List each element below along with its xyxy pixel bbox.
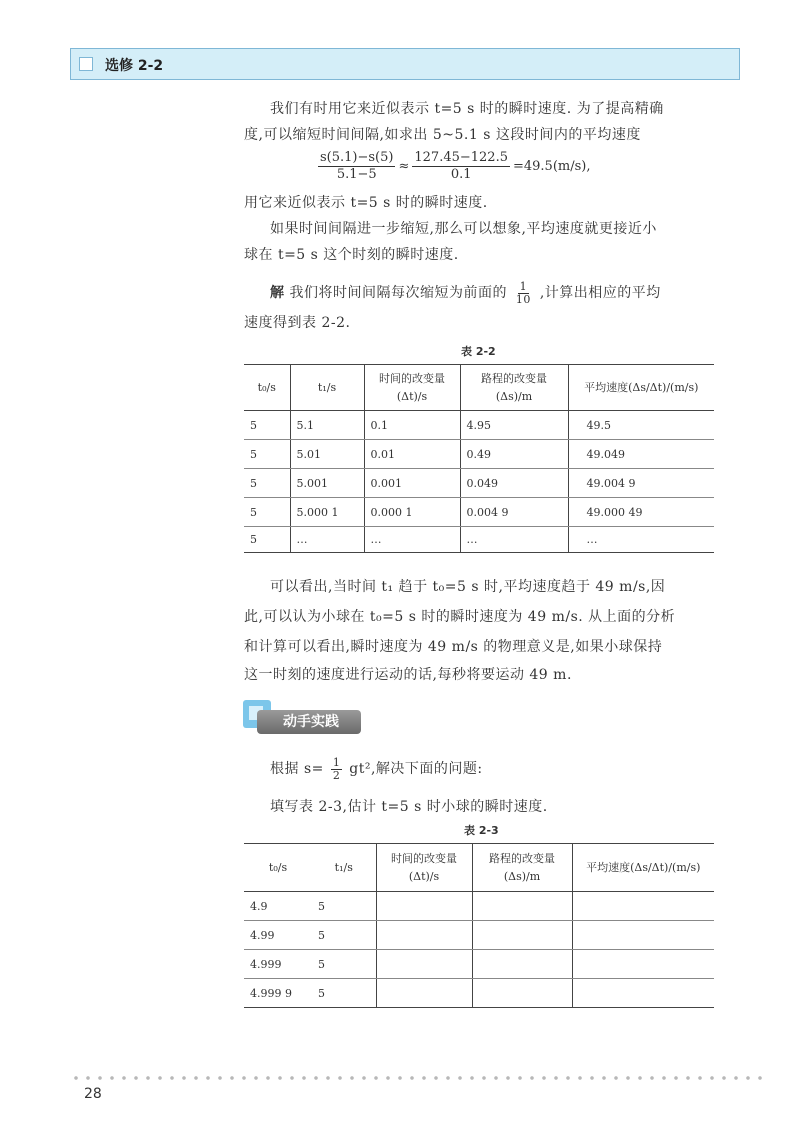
answer-cell — [472, 892, 572, 921]
cell: 5.1 — [290, 411, 364, 440]
cell: 5.000 1 — [290, 498, 364, 527]
cell: 49.5 — [568, 411, 714, 440]
header-t0: t₀/s — [244, 844, 312, 892]
cell: 0.004 9 — [460, 498, 568, 527]
cell: 4.999 9 — [244, 979, 312, 1008]
header-delta-s-unit: (Δs)/m — [503, 869, 541, 883]
header-delta-s-label: 路程的改变量 — [489, 851, 555, 865]
answer-cell — [376, 921, 472, 950]
chapter-title: 选修 2-2 — [105, 58, 164, 74]
header-delta-t-label: 时间的改变量 — [391, 851, 457, 865]
header-t1: t₁/s — [290, 365, 364, 411]
cell: … — [460, 527, 568, 553]
table-2-2-caption: 表 2-2 — [461, 345, 496, 358]
fraction-denominator: 2 — [332, 768, 341, 782]
paragraph-6-post: gt²,解决下面的问题: — [349, 761, 483, 777]
cell: 0.049 — [460, 469, 568, 498]
cell: 4.95 — [460, 411, 568, 440]
header-t1: t₁/s — [312, 844, 376, 892]
cell: 4.9 — [244, 892, 312, 921]
cell: 5 — [244, 527, 290, 553]
cell: 5 — [312, 979, 376, 1008]
table-row — [244, 892, 714, 921]
paragraph-3-line-2: 球在 t=5 s 这个时刻的瞬时速度. — [244, 247, 459, 263]
fraction-denominator: 10 — [515, 292, 531, 306]
header-average-velocity: 平均速度(Δs/Δt)/(m/s) — [572, 844, 714, 892]
header-delta-t — [376, 844, 472, 892]
solution-label: 解 — [270, 285, 285, 301]
cell: 4.999 — [244, 950, 312, 979]
approx-symbol: ≈ — [398, 159, 410, 174]
answer-cell — [472, 921, 572, 950]
cell: 5 — [312, 892, 376, 921]
paragraph-5-line-4: 这一时刻的速度进行运动的话,每秒将要运动 49 m. — [244, 667, 572, 683]
header-average-velocity: 平均速度(Δs/Δt)/(m/s) — [568, 365, 714, 411]
table-row — [244, 527, 714, 553]
equation-fraction-1 — [318, 150, 395, 183]
equation-result: =49.5(m/s), — [512, 159, 591, 174]
inline-fraction — [514, 281, 533, 306]
solution-text-post: ,计算出相应的平均 — [539, 285, 661, 301]
paragraph-5-line-2: 此,可以认为小球在 t₀=5 s 时的瞬时速度为 49 m/s. 从上面的分析 — [244, 609, 676, 625]
cell: … — [568, 527, 714, 553]
header-delta-t-unit: (Δt)/s — [396, 389, 428, 403]
cell: 0.001 — [364, 469, 460, 498]
header-delta-t — [364, 365, 460, 411]
header-delta-s — [460, 365, 568, 411]
paragraph-6-pre: 根据 s= — [270, 761, 324, 777]
paragraph-7: 填写表 2-3,估计 t=5 s 时小球的瞬时速度. — [270, 799, 548, 815]
table-row — [244, 950, 714, 979]
table-row — [244, 469, 714, 498]
page-number: 28 — [84, 1086, 102, 1102]
table-row — [244, 440, 714, 469]
cell: 0.1 — [364, 411, 460, 440]
chapter-header — [70, 48, 740, 80]
cell: 4.99 — [244, 921, 312, 950]
equation-fraction-2 — [412, 150, 510, 183]
answer-cell — [572, 979, 714, 1008]
cell: 0.49 — [460, 440, 568, 469]
header-t0: t₀/s — [244, 365, 290, 411]
answer-cell — [376, 950, 472, 979]
answer-cell — [376, 979, 472, 1008]
table-2-2 — [244, 364, 714, 553]
answer-cell — [376, 892, 472, 921]
answer-cell — [472, 979, 572, 1008]
cell: 5 — [244, 440, 290, 469]
paragraph-5-line-1: 可以看出,当时间 t₁ 趋于 t₀=5 s 时,平均速度趋于 49 m/s,因 — [270, 579, 666, 595]
table-2-3 — [244, 843, 714, 1008]
header-delta-s-label: 路程的改变量 — [481, 371, 547, 385]
practice-label: 动手实践 — [257, 710, 361, 734]
cell: 5.01 — [290, 440, 364, 469]
paragraph-1-line-1: 我们有时用它来近似表示 t=5 s 时的瞬时速度. 为了提高精确 — [270, 101, 664, 117]
cell: 49.049 — [568, 440, 714, 469]
header-delta-t-label: 时间的改变量 — [379, 371, 445, 385]
footer-dotted-divider — [70, 1076, 770, 1080]
answer-cell — [572, 950, 714, 979]
cell: 5 — [312, 921, 376, 950]
fraction-numerator: s(5.1)−s(5) — [320, 150, 394, 165]
solution-line-2: 速度得到表 2-2. — [244, 315, 351, 331]
hands-on-practice-badge — [243, 700, 363, 736]
cell: 49.004 9 — [568, 469, 714, 498]
paragraph-5-line-3: 和计算可以看出,瞬时速度为 49 m/s 的物理意义是,如果小球保持 — [244, 639, 663, 655]
average-velocity-equation — [315, 150, 590, 183]
cell: 0.000 1 — [364, 498, 460, 527]
table-row — [244, 979, 714, 1008]
cell: 0.01 — [364, 440, 460, 469]
header-square-icon — [79, 57, 93, 71]
fraction-numerator: 1 — [332, 755, 341, 769]
header-delta-s-unit: (Δs)/m — [495, 389, 533, 403]
cell: … — [290, 527, 364, 553]
cell: 5.001 — [290, 469, 364, 498]
paragraph-2: 用它来近似表示 t=5 s 时的瞬时速度. — [244, 195, 488, 211]
solution-text-pre: 我们将时间间隔每次缩短为前面的 — [289, 285, 507, 301]
fraction-numerator: 1 — [519, 279, 528, 293]
table-2-3-caption: 表 2-3 — [464, 824, 499, 837]
cell: 5 — [244, 498, 290, 527]
inline-fraction — [331, 757, 343, 782]
fraction-denominator: 5.1−5 — [336, 167, 377, 182]
answer-cell — [472, 950, 572, 979]
solution-line-1 — [270, 280, 661, 306]
fraction-denominator: 0.1 — [450, 167, 472, 182]
cell: … — [364, 527, 460, 553]
answer-cell — [572, 892, 714, 921]
paragraph-6 — [270, 756, 483, 782]
paragraph-1-line-2: 度,可以缩短时间间隔,如求出 5~5.1 s 这段时间内的平均速度 — [244, 127, 641, 143]
table-row — [244, 498, 714, 527]
table-row — [244, 921, 714, 950]
cell: 5 — [244, 469, 290, 498]
cell: 5 — [244, 411, 290, 440]
answer-cell — [572, 921, 714, 950]
cell: 5 — [312, 950, 376, 979]
table-row — [244, 411, 714, 440]
paragraph-3-line-1: 如果时间间隔进一步缩短,那么可以想象,平均速度就更接近小 — [270, 221, 657, 237]
header-delta-t-unit: (Δt)/s — [408, 869, 440, 883]
cell: 49.000 49 — [568, 498, 714, 527]
header-delta-s — [472, 844, 572, 892]
fraction-numerator: 127.45−122.5 — [414, 150, 508, 165]
